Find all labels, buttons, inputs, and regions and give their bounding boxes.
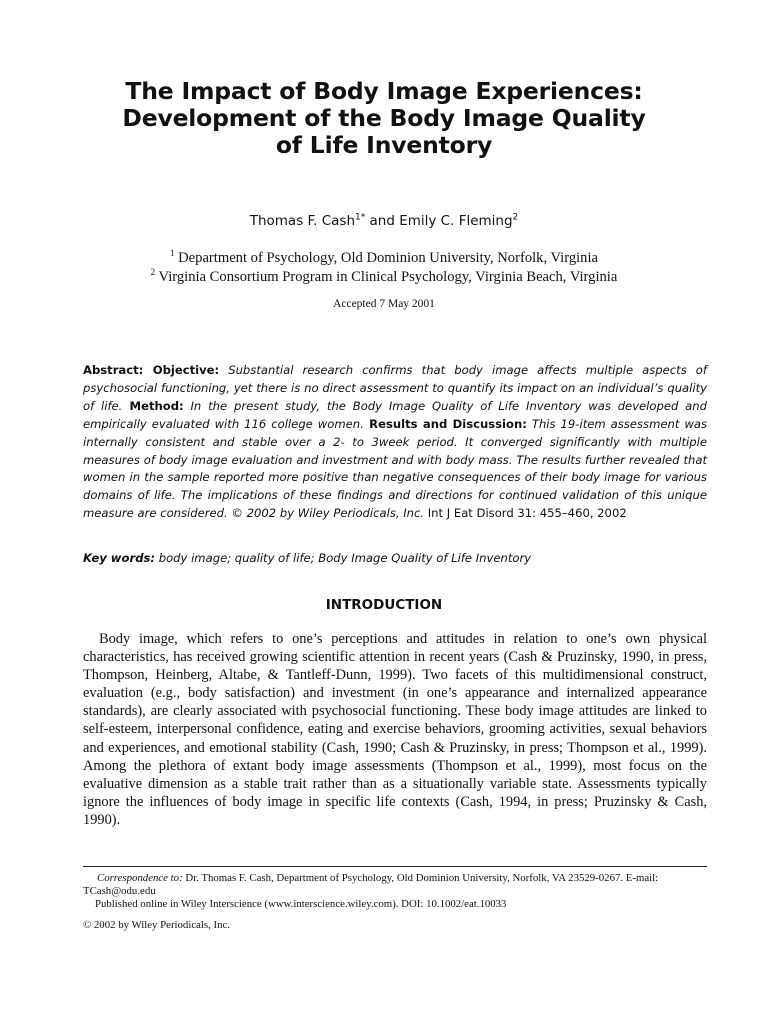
author-list [80, 213, 688, 229]
method-label: Method: [122, 398, 184, 413]
accepted-date: Accepted 7 May 2001 [333, 298, 435, 310]
title-line-2: Development of the Body Image Quality [122, 104, 646, 132]
title-line-3: of Life Inventory [275, 131, 493, 159]
journal-citation: Int J Eat Disord 31: 455–460, 2002 [424, 506, 627, 521]
affiliation [80, 250, 688, 267]
affiliation-mark: 2 [150, 267, 156, 278]
method-text: In the present study, the Body Image Quality of Life Inventory was developed and empirically evaluated with 116 college women. [83, 398, 707, 431]
correspondence-text: Dr. Thomas F. Cash, Department of Psychology, Old Dominion University, Norfolk, VA 23529-0267. E-mail: TCash@odu.edu [83, 872, 659, 897]
affiliation-text: Virginia Consortium Program in Clinical Psychology, Virginia Beach, Virginia [155, 269, 618, 285]
article-title [80, 78, 688, 159]
author-affiliation-mark: 1* [355, 212, 366, 223]
copyright-notice: © 2002 by Wiley Periodicals, Inc. [83, 919, 231, 931]
author-name: Thomas F. Cash [249, 213, 355, 229]
title-line-1: The Impact of Body Image Experiences: [125, 77, 643, 105]
results-text: This 19-item assessment was internally consistent and stable over a 2- to 3week period. It converged significantly with multiple measures of body image evaluation and investment and with body mass. The results further revealed that women in the sample reported more positive than negative consequences of their body image for various domains of life. The implications of these findings and directions for continued validation of this unique measure are considered. © 2002 by Wiley Periodicals, Inc. [83, 416, 708, 521]
abstract [83, 362, 707, 523]
keywords [83, 551, 707, 565]
keywords-label: Key words: [83, 551, 156, 565]
section-heading: INTRODUCTION [325, 597, 443, 613]
results-label: Results and Discussion: [363, 416, 527, 431]
affiliation [80, 269, 688, 286]
objective-label: Objective: [143, 363, 220, 377]
affiliation-text: Department of Psychology, Old Dominion University, Norfolk, Virginia [174, 250, 598, 266]
affiliation-mark: 1 [169, 248, 175, 259]
publication-footnote: Published online in Wiley Interscience (www.interscience.wiley.com). DOI: 10.1002/eat.10033 [95, 898, 507, 910]
abstract-label: Abstract: [83, 363, 144, 377]
correspondence-footnote [83, 872, 707, 898]
footnote-divider [83, 866, 707, 867]
author-conjunction: and [365, 213, 400, 229]
author-affiliation-mark: 2 [512, 212, 519, 223]
keywords-text: body image; quality of life; Body Image Quality of Life Inventory [155, 551, 532, 565]
objective-text: Substantial research confirms that body image affects multiple aspects of psychosocial functioning, yet there is no direct assessment to quantify its impact on an individual’s quality of life. [83, 363, 707, 413]
correspondence-label: Correspondence to: [97, 872, 183, 884]
introduction-paragraph: Body image, which refers to one’s perceptions and attitudes in relation to one’s own physical characteristics, has received growing scientific attention in recent years (Cash & Pruzinsky, 1990, in press, Thompson, Heinberg, Altabe, & Tantleff-Dunn, 1999). Two facets of this multidimensional construct, evaluation (e.g., body satisfaction) and investment (in one’s appearance and internalized appearance standards), are clearly associated with psychosocial functioning. These body image attitudes are linked to self-esteem, interpersonal confidence, eating and exercise behaviors, grooming activities, sexual behaviors and experiences, and emotional stability (Cash, 1990; Cash & Pruzinsky, in press; Thompson et al., 1999). Among the plethora of extant body image assessments (Thompson et al., 1999), most focus on the evaluative dimension as a stable trait rather than as a situationally variable state. Assessments typically ignore the influences of body image in specific life contexts (Cash, 1994, in press; Pruzinsky & Cash, 1990). [83, 631, 707, 828]
author-name: Emily C. Fleming [399, 213, 513, 229]
